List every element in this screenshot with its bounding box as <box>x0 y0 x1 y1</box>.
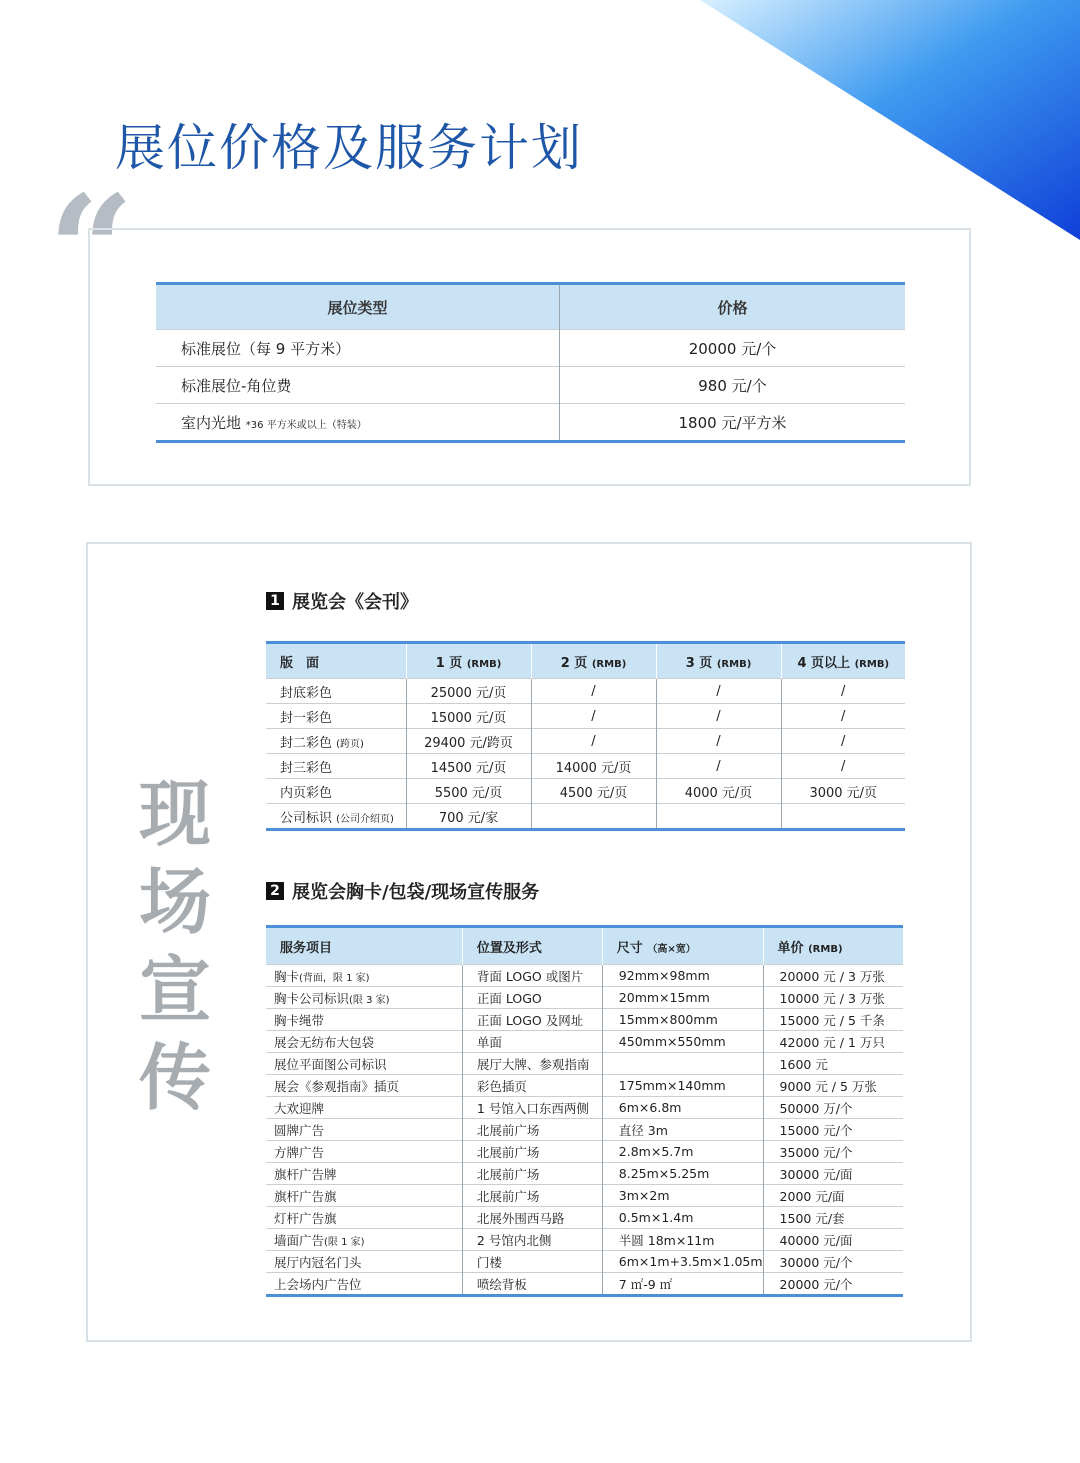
size-cell: 450mm×550mm <box>602 1031 763 1053</box>
table-row <box>266 1053 903 1075</box>
column-header: 展位类型 <box>156 284 560 330</box>
section-number: 1 <box>266 592 284 610</box>
price-cell: / <box>781 754 905 779</box>
page-type-note: (跨页) <box>336 738 364 750</box>
table-row <box>266 754 905 779</box>
table-header-row <box>266 927 903 965</box>
section-2-heading <box>266 878 539 904</box>
table-row <box>266 1273 903 1296</box>
table-row <box>266 704 905 729</box>
service-item-label: 胸卡绳带 <box>274 1012 325 1028</box>
service-item-label: 展厅内冠名门头 <box>274 1254 362 1270</box>
page-type-cell <box>266 704 406 729</box>
section-1-heading <box>266 588 418 614</box>
size-cell: 175mm×140mm <box>602 1075 763 1097</box>
price-cell: 14000 元/页 <box>531 754 656 779</box>
size-cell: 6m×6.8m <box>602 1097 763 1119</box>
column-header: 3 页 (RMB) <box>656 643 781 679</box>
table-row <box>266 1097 903 1119</box>
service-item-label: 墙面广告 <box>274 1232 325 1248</box>
booth-price-cell: 980 元/个 <box>560 367 906 404</box>
service-item-label: 展会无纺布大包袋 <box>274 1034 375 1050</box>
position-cell: 展厅大牌、参观指南 <box>462 1053 602 1075</box>
price-cell: 4000 元/页 <box>656 779 781 804</box>
size-cell: 0.5m×1.4m <box>602 1207 763 1229</box>
page-title: 展位价格及服务计划 <box>115 119 583 177</box>
price-cell: / <box>531 729 656 754</box>
service-item-cell <box>266 1207 462 1229</box>
table-row <box>266 729 905 754</box>
service-item-label: 胸卡 <box>274 968 300 984</box>
column-header: 服务项目 <box>266 927 462 965</box>
booth-price-cell: 20000 元/个 <box>560 330 906 367</box>
size-cell: 半圆 18m×11m <box>602 1229 763 1251</box>
unit-price-cell: 20000 元/个 <box>763 1273 903 1296</box>
service-item-note: (背面，限 1 家) <box>299 972 370 984</box>
page-type-label: 封三彩色 <box>280 760 333 776</box>
table-row <box>266 1119 903 1141</box>
unit-price-cell: 2000 元/面 <box>763 1185 903 1207</box>
price-cell: 4500 元/页 <box>531 779 656 804</box>
catalogue-ad-table <box>266 641 905 831</box>
vertical-label: 现 场 宣 传 <box>138 772 211 1120</box>
price-cell: 3000 元/页 <box>781 779 905 804</box>
price-cell: / <box>781 704 905 729</box>
size-cell: 8.25m×5.25m <box>602 1163 763 1185</box>
position-cell: 北展前广场 <box>462 1185 602 1207</box>
table-row <box>156 404 905 442</box>
corner-decoration <box>700 0 1080 240</box>
position-cell: 北展前广场 <box>462 1163 602 1185</box>
table-row <box>156 330 905 367</box>
price-cell: 700 元/家 <box>406 804 531 830</box>
size-cell: 7 ㎡-9 ㎡ <box>602 1273 763 1296</box>
service-item-label: 胸卡公司标识 <box>274 990 350 1006</box>
column-header: 尺寸 （高×宽） <box>602 927 763 965</box>
service-item-cell <box>266 1031 462 1053</box>
size-cell: 6m×1m+3.5m×1.05m <box>602 1251 763 1273</box>
table-row <box>266 1185 903 1207</box>
table-row <box>266 1009 903 1031</box>
position-cell: 喷绘背板 <box>462 1273 602 1296</box>
price-cell <box>656 804 781 830</box>
position-cell: 背面 LOGO 或图片 <box>462 965 602 987</box>
table-row <box>266 1251 903 1273</box>
column-header: 4 页以上 (RMB) <box>781 643 905 679</box>
price-cell: / <box>656 704 781 729</box>
position-cell: 正面 LOGO <box>462 987 602 1009</box>
service-item-label: 展位平面图公司标识 <box>274 1056 387 1072</box>
table-row <box>266 804 905 830</box>
size-cell <box>602 1053 763 1075</box>
size-cell: 3m×2m <box>602 1185 763 1207</box>
service-item-label: 展会《参观指南》插页 <box>274 1078 400 1094</box>
price-cell: 15000 元/页 <box>406 704 531 729</box>
table-row <box>266 1163 903 1185</box>
price-cell: / <box>656 754 781 779</box>
column-header: 位置及形式 <box>462 927 602 965</box>
table-row <box>266 1031 903 1053</box>
table-row <box>266 1075 903 1097</box>
unit-price-cell: 1500 元/套 <box>763 1207 903 1229</box>
booth-type-note: *36 平方米或以上（特装） <box>245 419 367 431</box>
table-row <box>266 779 905 804</box>
page-type-cell <box>266 679 406 704</box>
unit-price-cell: 30000 元/面 <box>763 1163 903 1185</box>
price-cell: / <box>656 679 781 704</box>
service-item-label: 圆牌广告 <box>274 1122 325 1138</box>
position-cell: 正面 LOGO 及网址 <box>462 1009 602 1031</box>
section-title: 展览会胸卡/包袋/现场宣传服务 <box>292 882 540 903</box>
service-item-cell <box>266 1119 462 1141</box>
quote-mark-icon: “ <box>48 163 135 339</box>
service-item-label: 旗杆广告牌 <box>274 1166 337 1182</box>
unit-price-cell: 10000 元 / 3 万张 <box>763 987 903 1009</box>
page-type-cell <box>266 729 406 754</box>
service-item-label: 灯杆广告旗 <box>274 1210 337 1226</box>
service-item-note: (限 1 家) <box>324 1236 365 1248</box>
unit-price-cell: 50000 万/个 <box>763 1097 903 1119</box>
table-row <box>266 1229 903 1251</box>
size-cell: 15mm×800mm <box>602 1009 763 1031</box>
column-header: 2 页 (RMB) <box>531 643 656 679</box>
position-cell: 北展前广场 <box>462 1119 602 1141</box>
service-item-label: 方牌广告 <box>274 1144 325 1160</box>
page-type-label: 内页彩色 <box>280 785 333 801</box>
onsite-service-table <box>266 925 903 1297</box>
booth-type-cell: 标准展位（每 9 平方米） <box>156 330 560 367</box>
unit-price-cell: 42000 元 / 1 万只 <box>763 1031 903 1053</box>
unit-price-cell: 20000 元 / 3 万张 <box>763 965 903 987</box>
page-type-label: 封底彩色 <box>280 685 333 701</box>
service-item-cell <box>266 1075 462 1097</box>
size-cell: 92mm×98mm <box>602 965 763 987</box>
price-cell: 14500 元/页 <box>406 754 531 779</box>
unit-price-cell: 1600 元 <box>763 1053 903 1075</box>
unit-price-cell: 35000 元/个 <box>763 1141 903 1163</box>
table-row <box>266 679 905 704</box>
table-row <box>266 965 903 987</box>
position-cell: 彩色插页 <box>462 1075 602 1097</box>
price-cell: 5500 元/页 <box>406 779 531 804</box>
service-item-cell <box>266 1141 462 1163</box>
column-header: 1 页 (RMB) <box>406 643 531 679</box>
size-cell: 20mm×15mm <box>602 987 763 1009</box>
table-row <box>156 367 905 404</box>
service-item-cell <box>266 965 462 987</box>
page-type-note: (公司介绍页) <box>336 813 394 825</box>
table-row <box>266 1141 903 1163</box>
service-item-cell <box>266 1185 462 1207</box>
booth-type-cell: 室内光地 *36 平方米或以上（特装） <box>156 404 560 442</box>
booth-price-table <box>156 282 905 443</box>
price-cell: / <box>531 704 656 729</box>
unit-price-cell: 40000 元/面 <box>763 1229 903 1251</box>
unit-price-cell: 30000 元/个 <box>763 1251 903 1273</box>
position-cell: 1 号馆入口东西两侧 <box>462 1097 602 1119</box>
price-cell <box>531 804 656 830</box>
booth-type-cell: 标准展位-角位费 <box>156 367 560 404</box>
service-item-note: (限 3 家) <box>349 994 390 1006</box>
service-item-cell <box>266 1097 462 1119</box>
section-number: 2 <box>266 882 284 900</box>
service-item-cell <box>266 1053 462 1075</box>
service-item-label: 上会场内广告位 <box>274 1276 362 1292</box>
position-cell: 北展外围西马路 <box>462 1207 602 1229</box>
page-type-cell <box>266 804 406 830</box>
price-cell <box>781 804 905 830</box>
size-cell: 直径 3m <box>602 1119 763 1141</box>
position-cell: 2 号馆内北侧 <box>462 1229 602 1251</box>
column-header: 价格 <box>560 284 906 330</box>
page-type-cell <box>266 779 406 804</box>
page-type-cell <box>266 754 406 779</box>
service-item-cell <box>266 1251 462 1273</box>
position-cell: 门楼 <box>462 1251 602 1273</box>
section-title: 展览会《会刊》 <box>292 592 418 613</box>
page-type-label: 封一彩色 <box>280 710 333 726</box>
service-item-cell <box>266 1163 462 1185</box>
service-item-cell <box>266 1273 462 1296</box>
size-cell: 2.8m×5.7m <box>602 1141 763 1163</box>
unit-price-cell: 15000 元 / 5 千条 <box>763 1009 903 1031</box>
price-cell: 29400 元/跨页 <box>406 729 531 754</box>
column-header: 版 面 <box>266 643 406 679</box>
service-item-label: 大欢迎牌 <box>274 1100 325 1116</box>
price-cell: / <box>656 729 781 754</box>
price-cell: / <box>531 679 656 704</box>
price-cell: / <box>781 679 905 704</box>
service-item-label: 旗杆广告旗 <box>274 1188 337 1204</box>
table-header-row <box>266 643 905 679</box>
position-cell: 北展前广场 <box>462 1141 602 1163</box>
column-header: 单价 (RMB) <box>763 927 903 965</box>
position-cell: 单面 <box>462 1031 602 1053</box>
page-type-label: 公司标识 <box>280 810 333 826</box>
service-item-cell <box>266 987 462 1009</box>
price-cell: / <box>781 729 905 754</box>
table-row <box>266 987 903 1009</box>
service-item-cell <box>266 1229 462 1251</box>
unit-price-cell: 15000 元/个 <box>763 1119 903 1141</box>
table-header-row <box>156 284 905 330</box>
unit-price-cell: 9000 元 / 5 万张 <box>763 1075 903 1097</box>
booth-price-cell: 1800 元/平方米 <box>560 404 906 442</box>
page-type-label: 封二彩色 <box>280 735 333 751</box>
service-item-cell <box>266 1009 462 1031</box>
table-row <box>266 1207 903 1229</box>
price-cell: 25000 元/页 <box>406 679 531 704</box>
